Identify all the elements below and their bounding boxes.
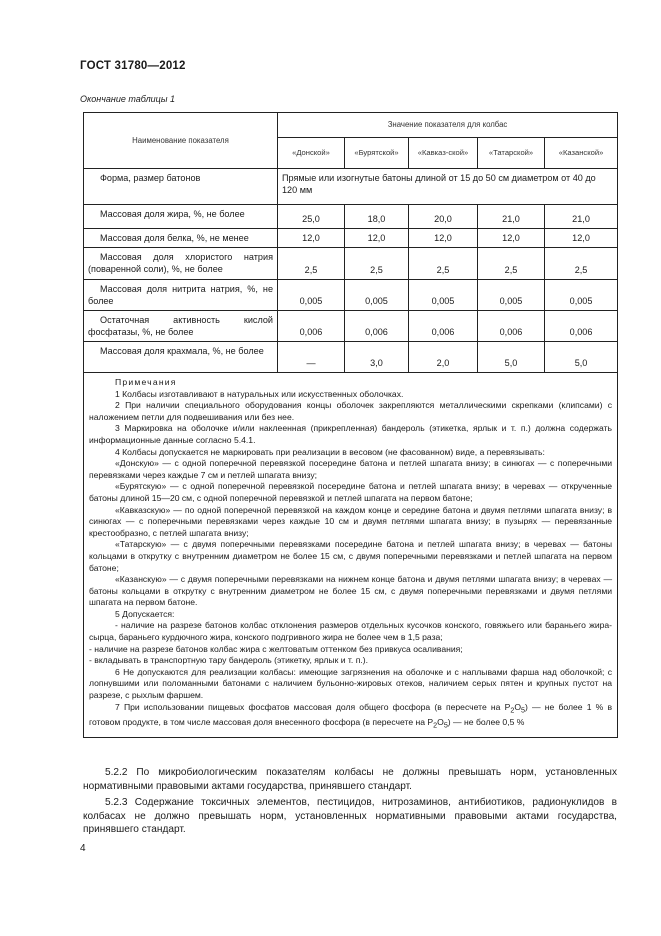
indicator-label: Массовая доля хлористого натрия (поваренной соли), %, не более bbox=[84, 248, 278, 280]
table-row bbox=[84, 169, 618, 205]
table-cell: 25,0 bbox=[278, 205, 345, 229]
table-cell: 5,0 bbox=[478, 342, 545, 373]
table-row bbox=[84, 311, 618, 342]
table-cell: 12,0 bbox=[478, 229, 545, 248]
table-row bbox=[84, 205, 618, 229]
indicator-label: Массовая доля крахмала, %, не более bbox=[84, 342, 278, 373]
note-5-item-2: - наличие на разрезе батонов колбас жира с желтоватым оттенком без привкуса осаливания; bbox=[89, 643, 463, 654]
document-code: ГОСТ 31780—2012 bbox=[80, 60, 186, 72]
page-number: 4 bbox=[80, 843, 86, 854]
column-header-tatarskoy: «Татарской» bbox=[478, 138, 545, 169]
value-group-header: Значение показателя для колбас bbox=[278, 113, 618, 138]
table-cell: 0,005 bbox=[545, 280, 618, 311]
table-caption: Окончание таблицы 1 bbox=[80, 94, 175, 104]
table-cell: 2,5 bbox=[478, 248, 545, 280]
table-cell: 2,5 bbox=[409, 248, 478, 280]
table-cell: 12,0 bbox=[278, 229, 345, 248]
indicator-label: Форма, размер батонов bbox=[84, 169, 278, 205]
table-cell: 12,0 bbox=[545, 229, 618, 248]
column-header-kazanskoy: «Казанской» bbox=[545, 138, 618, 169]
indicator-label: Массовая доля белка, %, не менее bbox=[84, 229, 278, 248]
column-header-kavkazskoy: «Кавказ-ской» bbox=[409, 138, 478, 169]
note-1: 1 Колбасы изготавливают в натуральных или искусственных оболочках. bbox=[115, 388, 404, 399]
note-4-donskaya: «Донскую» — с одной поперечной перевязкой посередине батона и петлей шпагата внизу; в синюгах — с поперечными перевязками через каждые 7 см и петлей шпагата внизу; bbox=[89, 458, 613, 480]
table-cell: 2,5 bbox=[345, 248, 409, 280]
note-4-buryatskaya: «Бурятскую» — с одной поперечной перевязкой посередине батона и петлей шпагата внизу; в черевах — открученные батоны длиной 15—20 см, с одной поперечной перевязкой и петлей шпагата на первом батоне; bbox=[89, 481, 613, 503]
indicator-name-header: Наименование показателя bbox=[84, 113, 278, 169]
column-header-buryatskoy: «Бурятской» bbox=[345, 138, 409, 169]
table-cell: 0,006 bbox=[478, 311, 545, 342]
table-cell: 2,0 bbox=[409, 342, 478, 373]
table-cell: 0,006 bbox=[345, 311, 409, 342]
note-4: 4 Колбасы допускается не маркировать при реализации в весовом (не фасованном) виде, а перевязывать: bbox=[115, 446, 545, 457]
table-cell: 5,0 bbox=[545, 342, 618, 373]
table-row bbox=[84, 248, 618, 280]
table-cell: — bbox=[278, 342, 345, 373]
form-size-value: Прямые или изогнутые батоны длиной от 15 до 50 см диаметром от 40 до 120 мм bbox=[278, 169, 618, 205]
table-row bbox=[84, 280, 618, 311]
notes-row bbox=[84, 373, 618, 738]
table-row bbox=[84, 229, 618, 248]
indicator-label: Массовая доля жира, %, не более bbox=[84, 205, 278, 229]
note-5-item-3: - вкладывать в транспортную тару бандероль (этикетку, ярлык и т. п.). bbox=[89, 655, 368, 666]
note-4-tatarskaya: «Татарскую» — с двумя поперечными перевязками посередине батона и петлей шпагата внизу; в черевах — батоны кольцами в открутку с внутренним диаметром не более 15 см, с двумя поперечными перевязками и петлей шпагата на первом батоне; bbox=[89, 539, 613, 573]
paragraph-5-2-2: 5.2.2 По микробиологическим показателям колбасы не должны превышать норм, установленных нормативными правовыми актами государства, принявшего стандарт. bbox=[83, 767, 617, 792]
specification-table bbox=[83, 112, 618, 738]
table-cell: 2,5 bbox=[545, 248, 618, 280]
note-6: 6 Не допускаются для реализации колбасы: имеющие загрязнения на оболочке и с наплывами фарша над оболочкой; с лопнувшими или поломанными батонами с наличием бульонно-жировых отеков, наличием серых пятен и крупных пустот на разрезе, с рыхлым фаршем. bbox=[89, 666, 613, 701]
table-cell: 0,005 bbox=[278, 280, 345, 311]
table-header-row bbox=[84, 113, 618, 138]
table-notes bbox=[84, 373, 618, 738]
table-row bbox=[84, 342, 618, 373]
table-cell: 0,005 bbox=[409, 280, 478, 311]
note-2: 2 При наличии специального оборудования концы оболочек закрепляются металлическими скрепками (клипсами) с наложением петли для подвешивания или без нее. bbox=[89, 400, 613, 422]
note-4-kazanskaya: «Казанскую» — с двумя поперечными перевязками на нижнем конце батона и двумя петлями шпагата внизу; в черевах — батоны кольцами в открутку с внутренним диаметром не более 15 см, с двумя поперечными перевязками и двумя петлями шпагата на первом батоне. bbox=[89, 574, 613, 608]
table-cell: 0,006 bbox=[409, 311, 478, 342]
table-cell: 20,0 bbox=[409, 205, 478, 229]
table-cell: 0,006 bbox=[545, 311, 618, 342]
note-3: 3 Маркировка на оболочке и/или наклеенная (прикрепленная) бандероль (этикетка, ярлык и т. п.) должна содержать информационные данные согласно 5.4.1. bbox=[89, 423, 613, 445]
indicator-label: Остаточная активность кислой фосфатазы, %, не более bbox=[84, 311, 278, 342]
indicator-label: Массовая доля нитрита натрия, %, не более bbox=[84, 280, 278, 311]
table-cell: 21,0 bbox=[478, 205, 545, 229]
notes-title: Примечания bbox=[115, 377, 177, 387]
table-cell: 12,0 bbox=[409, 229, 478, 248]
table-cell: 21,0 bbox=[545, 205, 618, 229]
note-7: 7 При использовании пищевых фосфатов массовая доля общего фосфора (в пересчете на $P_2O_5$) — не более 1 % в готовом продукте, в том числе массовая доля внесенного фосфора (в пересчете на $P_2O_5$) — не более 0,5 % bbox=[89, 701, 613, 730]
table-cell: 3,0 bbox=[345, 342, 409, 373]
column-header-donskoy: «Донской» bbox=[278, 138, 345, 169]
table-cell: 0,006 bbox=[278, 311, 345, 342]
table-cell: 0,005 bbox=[478, 280, 545, 311]
table-cell: 2,5 bbox=[278, 248, 345, 280]
note-5-item-1: - наличие на разрезе батонов колбас отклонения размеров отдельных кусочков конского, говяжьего или бараньего жира-сырца, бараньего курдючного жира, конского подгривного жира не более чем в 1,5 раза; bbox=[89, 620, 613, 643]
table-cell: 0,005 bbox=[345, 280, 409, 311]
note-5: 5 Допускается: bbox=[115, 608, 175, 619]
note-4-kavkazskaya: «Кавказскую» — по одной поперечной перевязкой на каждом конце и середине батона и двумя петлями шпагата внизу; в синюгах — с поперечными перевязками через каждые 10 см и двумя петлями шпагата внизу; в пузырях — перевязанные крестообразно, с петлей шпагата внизу; bbox=[89, 504, 613, 538]
paragraph-5-2-3: 5.2.3 Содержание токсичных элементов, пестицидов, нитрозаминов, антибиотиков, радионуклидов в колбасах не должно превышать норм, установленных нормативными правовыми актами государства, принявшего стандарт. bbox=[83, 797, 617, 836]
table-cell: 18,0 bbox=[345, 205, 409, 229]
table-cell: 12,0 bbox=[345, 229, 409, 248]
